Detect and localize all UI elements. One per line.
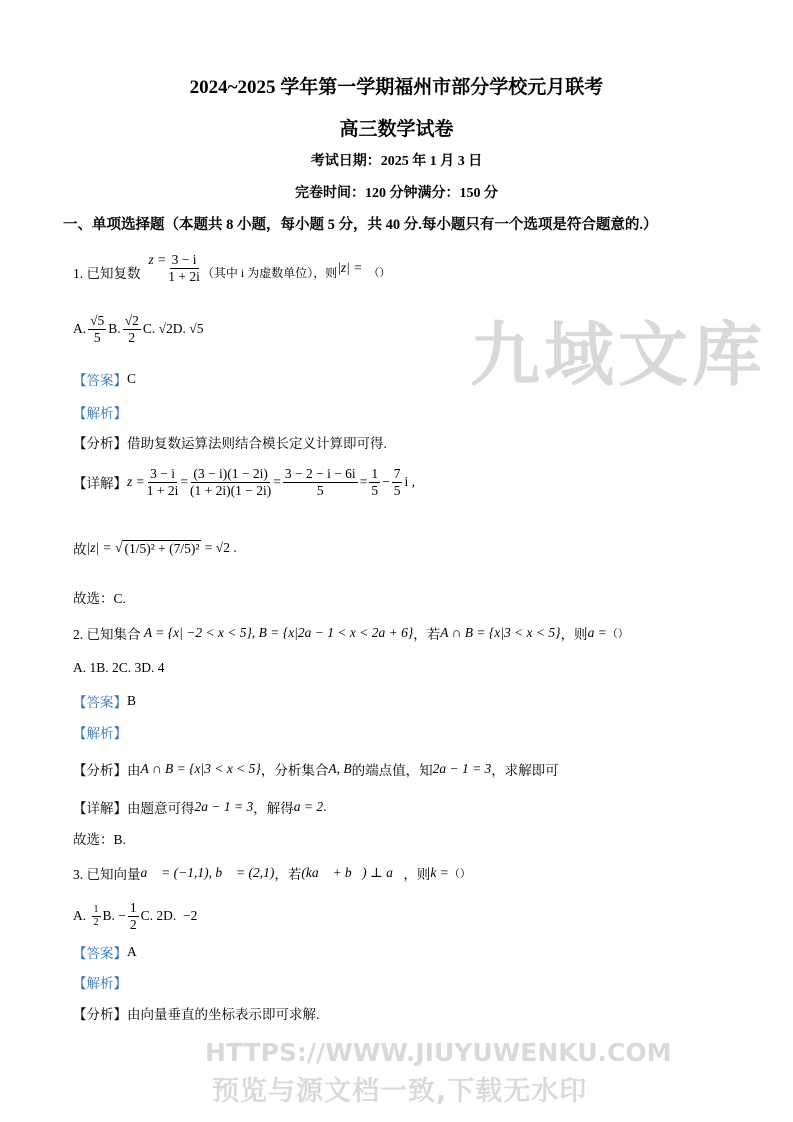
numerator: √2 [124,313,139,328]
q3-analysis-label: 【解析】 [73,976,127,991]
paren: （） [448,868,471,880]
fenxi-text: 由向量垂直的坐标表示即可求解. [127,1007,320,1022]
text: 3. 已知向量 [73,867,141,882]
q1-options [73,313,203,345]
numerator: 3 − i [150,466,175,481]
fenxi-label: 【分析】 [73,763,127,778]
watermark-brand: 九域文库 [470,314,766,396]
equals: = [273,474,281,490]
answer-value: A [127,944,137,959]
q1-note: （其中 i 为虚数单位），则 [201,265,338,280]
opt-c: √2 [158,321,173,337]
q1-analysis-label: 【解析】 [73,406,127,421]
opt-b [128,900,139,932]
opt-label: B. [108,321,121,337]
q2-options: A. 1B. 2C. 3D. 4 [73,660,165,675]
opt-label: A. [73,908,87,924]
math: 2a − 1 = 3 [194,799,254,814]
q2-analysis-label: 【解析】 [73,726,127,741]
answer-value: B [127,693,137,708]
text: . [323,799,327,814]
sqrt-expression: (1/5)² + (7/5)² [124,540,200,556]
question-2 [73,623,629,643]
opt-label: C. 2D. [140,908,177,924]
opt-label: A. [73,321,87,337]
math: = √2 . [204,540,237,555]
denominator: 5 [93,329,101,345]
math: z = [127,474,145,490]
text: 由题意可得 [127,801,195,816]
q1-z: z = [148,252,167,267]
denominator: 5 [316,482,324,498]
denominator: 2 [129,916,137,932]
detail-label: 【详解】 [73,801,127,816]
q1-paren: （） [368,267,391,279]
q1-detail [73,466,415,498]
paren: （） [606,628,629,640]
q1-answer [73,369,136,389]
q1-abs: |z| = [337,260,363,275]
opt-d: −2 [183,908,198,924]
numerator: √5 [90,313,105,328]
exam-time: 完卷时间：120 分钟满分：150 分 [295,186,498,201]
text: ，则 [560,627,588,642]
fenxi-text: 借助复数运算法则结合模长定义计算即可得. [127,436,387,451]
text: ，若 [274,867,302,882]
text: ，若 [413,627,441,642]
q1-modulus: 故 |z| = √ (1/5)² + (7/5)² = √2 . [73,540,237,557]
text: ，求解即可 [491,763,559,778]
section-heading: 一、单项选择题（本题共 8 小题，每小题 5 分，共 40 分.每小题只有一个选项是符合题意的.） [63,217,658,233]
fraction [190,466,271,498]
q2-detail [73,797,326,817]
q1-fenxi [73,432,387,452]
text: ，则 [403,867,431,882]
denominator: 2 [128,329,136,345]
opt-d: √5 [189,321,204,337]
math: a = 2 [293,799,324,814]
denominator: 2 [93,916,99,928]
text: ，解得 [253,801,294,816]
denominator: 1 + 2i [168,268,200,284]
text: 的端点值，知 [351,763,433,778]
numerator: 3 − i [171,252,197,267]
opt-b [123,313,141,345]
numerator: 1 [129,900,137,915]
q1-fraction [168,252,200,284]
opt-a [92,904,101,928]
math: A ∩ B = {x|3 < x < 5} [140,761,261,776]
numerator: 3 − 2 − i − 6i [284,466,356,481]
math: (ka⃗ + b⃗) ⊥ a⃗ [301,865,404,880]
fenxi-label: 【分析】 [73,1007,127,1022]
fraction [283,466,358,498]
math: a⃗ = (−1,1), b⃗ = (2,1) [140,865,275,880]
math: i , [404,474,415,490]
q1-stem: 1. 已知复数 [73,266,141,281]
question-1 [73,252,390,292]
denominator: (1 + 2i)(1 − 2i) [190,482,272,498]
q3-answer [73,942,137,962]
exam-date: 考试日期：2025 年 1 月 3 日 [310,154,483,169]
q3-options [73,900,197,932]
denominator: 1 + 2i [146,482,179,498]
q2-fenxi [73,759,559,779]
answer-label: 【答案】 [73,946,127,961]
answer-label: 【答案】 [73,695,127,710]
watermark-note: 预览与源文档一致,下载无水印 [212,1076,588,1107]
question-3 [73,863,471,883]
opt-label: C. [142,321,156,337]
fenxi-label: 【分析】 [73,436,127,451]
numerator: 7 [393,466,401,481]
text: 故 [73,542,87,557]
opt-label: B. [102,908,115,924]
math: 2a − 1 = 3 [432,761,492,776]
q2-answer [73,691,136,711]
doc-title: 2024~2025 学年第一学期福州市部分学校元月联考 [189,77,604,98]
q2-choose: 故选：B. [73,832,126,847]
equals: = [180,474,188,490]
fraction [369,466,380,498]
minus: − [118,908,126,924]
watermark-url: HTTPS://WWW.JIUYUWENKU.COM [205,1038,672,1067]
q3-fenxi [73,1003,319,1023]
math: a = [587,625,607,640]
numerator: 1 [93,904,99,916]
fraction [147,466,179,498]
text: 由 [127,763,141,778]
numerator: (3 − i)(1 − 2i) [193,466,268,481]
denominator: 5 [393,482,401,498]
math: k = [430,865,449,880]
doc-subtitle: 高三数学试卷 [339,119,454,140]
answer-value: C [127,371,137,386]
q1-choose: 故选：C. [73,591,126,606]
math: A ∩ B = {x|3 < x < 5} [440,625,561,640]
answer-label: 【答案】 [73,373,127,388]
detail-label: 【详解】 [73,476,127,492]
opt-a [88,313,106,345]
numerator: 1 [371,466,379,481]
denominator: 5 [371,482,379,498]
fraction [392,466,403,498]
opt-label: D. [172,321,186,337]
equals: = [359,474,368,490]
math: A = {x| −2 < x < 5}, B = {x|2a − 1 < x < 2a + 6} [143,625,414,640]
text: ，分析集合 [260,763,329,778]
minus: − [382,474,390,490]
text: 2. 已知集合 [73,627,141,642]
math: A, B [328,761,352,776]
math: |z| = [86,540,112,555]
